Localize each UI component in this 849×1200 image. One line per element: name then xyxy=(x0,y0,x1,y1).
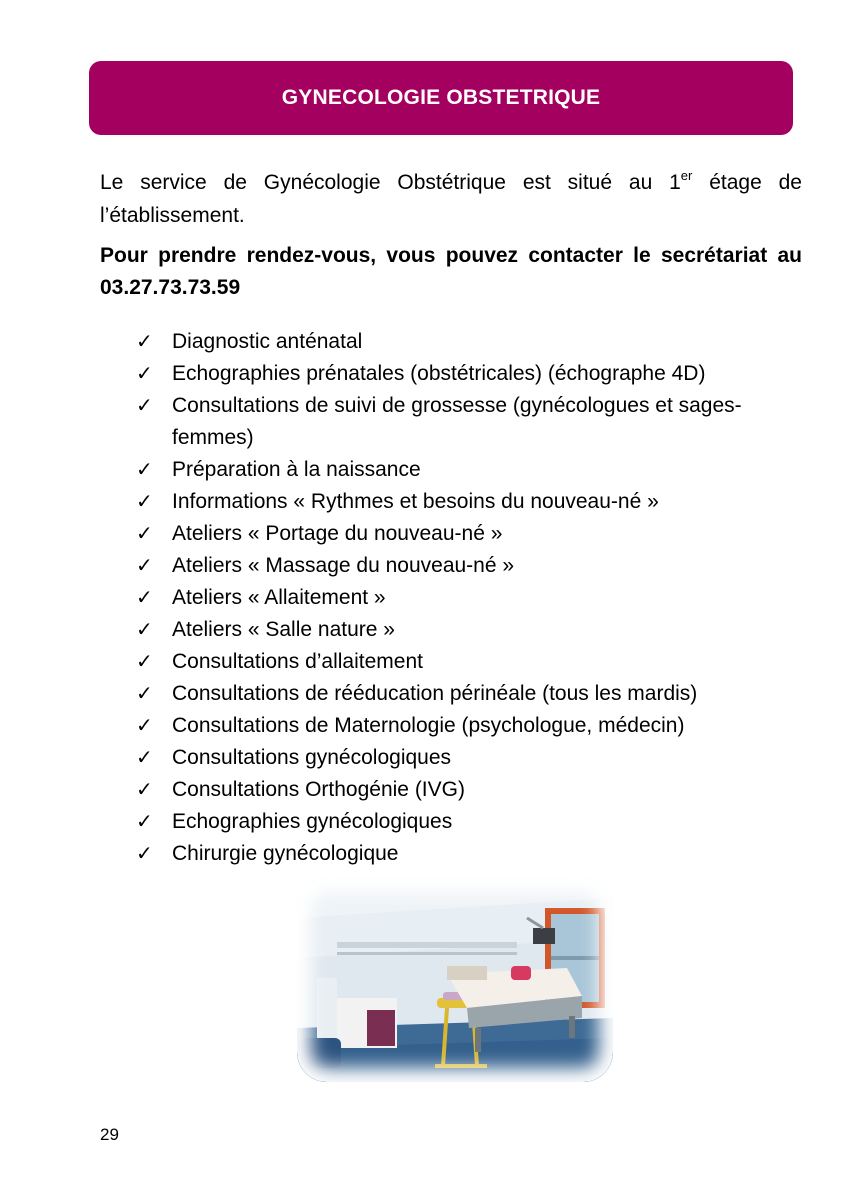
checkmark-icon: ✓ xyxy=(136,779,153,801)
intro-text-end: étage de l’établissement. xyxy=(100,171,802,227)
list-item-label: Consultations Orthogénie (IVG) xyxy=(172,778,465,801)
checkmark-icon: ✓ xyxy=(136,619,153,641)
list-item xyxy=(136,358,816,390)
checkmark-icon: ✓ xyxy=(136,747,153,769)
list-item xyxy=(136,678,816,710)
list-item-label: Consultations de Maternologie (psychologue, médecin) xyxy=(172,714,685,737)
list-item xyxy=(136,390,816,454)
list-item-label: Consultations de suivi de grossesse (gynécologues et sages-femmes) xyxy=(172,394,742,449)
list-item-label: Ateliers « Portage du nouveau-né » xyxy=(172,522,503,545)
intro-paragraph xyxy=(100,166,802,232)
list-item xyxy=(136,710,816,742)
section-banner xyxy=(89,61,793,135)
checkmark-icon: ✓ xyxy=(136,683,153,705)
list-item xyxy=(136,838,816,870)
checkmark-icon: ✓ xyxy=(136,555,153,577)
list-item-label: Chirurgie gynécologique xyxy=(172,842,399,865)
list-item-label: Ateliers « Massage du nouveau-né » xyxy=(172,554,515,577)
checkmark-icon: ✓ xyxy=(136,459,153,481)
intro-superscript: er xyxy=(680,168,693,183)
list-item-label: Diagnostic anténatal xyxy=(172,330,363,353)
delivery-room-photo xyxy=(297,878,613,1082)
intro-text-start: Le service de Gynécologie Obstétrique est situé au 1 xyxy=(100,171,681,194)
list-item-label: Consultations de rééducation périnéale (tous les mardis) xyxy=(172,682,698,705)
list-item xyxy=(136,518,816,550)
list-item xyxy=(136,646,816,678)
page-number: 29 xyxy=(100,1125,119,1144)
list-item-label: Ateliers « Allaitement » xyxy=(172,586,386,609)
checkmark-icon: ✓ xyxy=(136,843,153,865)
checkmark-icon: ✓ xyxy=(136,587,153,609)
list-item-label: Préparation à la naissance xyxy=(172,458,421,481)
checkmark-icon: ✓ xyxy=(136,491,153,513)
list-item xyxy=(136,582,816,614)
list-item-label: Echographies gynécologiques xyxy=(172,810,453,833)
checkmark-icon: ✓ xyxy=(136,363,153,385)
checkmark-icon: ✓ xyxy=(136,331,153,353)
checkmark-icon: ✓ xyxy=(136,523,153,545)
list-item-label: Echographies prénatales (obstétricales) (échographe 4D) xyxy=(172,362,706,385)
checkmark-icon: ✓ xyxy=(136,651,153,673)
list-item xyxy=(136,774,816,806)
list-item-label: Ateliers « Salle nature » xyxy=(172,618,395,641)
list-item xyxy=(136,550,816,582)
list-item-label: Informations « Rythmes et besoins du nouveau-né » xyxy=(172,490,659,513)
list-item-label: Consultations gynécologiques xyxy=(172,746,452,769)
checkmark-icon: ✓ xyxy=(136,715,153,737)
services-list xyxy=(136,326,816,870)
contact-paragraph: Pour prendre rendez-vous, vous pouvez contacter le secrétariat au 03.27.73.73.59 xyxy=(100,244,802,299)
room-illustration xyxy=(297,878,613,1082)
list-item xyxy=(136,486,816,518)
list-item xyxy=(136,806,816,838)
checkmark-icon: ✓ xyxy=(136,811,153,833)
list-item xyxy=(136,742,816,774)
checkmark-icon: ✓ xyxy=(136,395,153,417)
list-item-label: Consultations d’allaitement xyxy=(172,650,423,673)
list-item xyxy=(136,614,816,646)
section-title: GYNECOLOGIE OBSTETRIQUE xyxy=(281,86,601,109)
list-item xyxy=(136,326,816,358)
list-item xyxy=(136,454,816,486)
